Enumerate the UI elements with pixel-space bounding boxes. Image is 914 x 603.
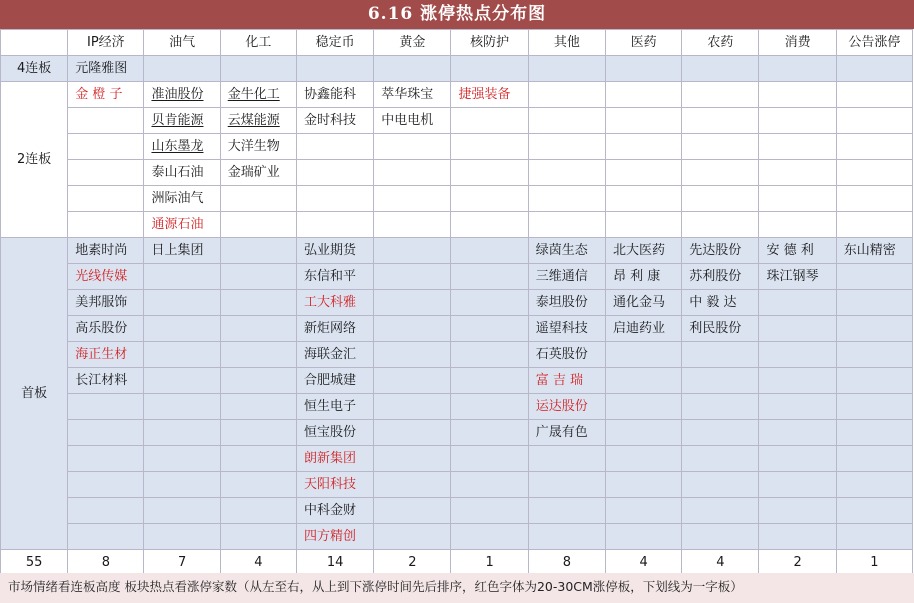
stock-cell [68,524,144,550]
column-count: 1 [836,550,912,576]
stock-cell [605,82,681,108]
stock-cell: 光线传媒 [68,264,144,290]
stock-cell: 合肥城建 [296,368,373,394]
stock-cell: 洲际油气 [144,186,220,212]
stock-cell [836,108,912,134]
stock-cell [836,342,912,368]
column-count: 8 [68,550,144,576]
stock-cell [451,524,528,550]
stock-cell [296,186,373,212]
stock-cell [220,264,296,290]
stock-cell [682,368,759,394]
row-label-first-board: 首板 [1,238,68,550]
table-row [1,290,913,316]
count-row [1,550,913,576]
stock-cell [682,420,759,446]
stock-cell [605,134,681,160]
stock-cell [220,342,296,368]
stock-cell [451,290,528,316]
stock-cell [528,108,605,134]
stock-cell: 东山精密 [836,238,912,264]
stock-cell [296,212,373,238]
stock-cell [759,498,836,524]
stock-cell: 协鑫能科 [296,82,373,108]
stock-cell: 通化金马 [605,290,681,316]
stock-cell: 昂 利 康 [605,264,681,290]
stock-cell [68,212,144,238]
stock-cell: 苏利股份 [682,264,759,290]
column-header: 医药 [605,30,681,56]
column-header: 其他 [528,30,605,56]
stock-cell [759,212,836,238]
stock-cell: 珠江钢琴 [759,264,836,290]
stock-cell: 金瑞矿业 [220,160,296,186]
sheet-title: 6.16 涨停热点分布图 [0,0,914,29]
column-header: 化工 [220,30,296,56]
stock-cell [374,394,451,420]
stock-cell [374,446,451,472]
stock-cell [144,524,220,550]
stock-cell [220,290,296,316]
column-count: 2 [759,550,836,576]
stock-cell: 大洋生物 [220,134,296,160]
stock-cell [144,264,220,290]
stock-cell [836,316,912,342]
stock-cell: 金 橙 子 [68,82,144,108]
stock-cell [451,446,528,472]
stock-cell: 东信和平 [296,264,373,290]
stock-cell [374,186,451,212]
column-count: 4 [220,550,296,576]
column-count: 7 [144,550,220,576]
stock-cell [759,108,836,134]
column-header-row [1,30,913,56]
stock-cell [605,524,681,550]
stock-cell [451,212,528,238]
column-header: IP经济 [68,30,144,56]
stock-cell [682,498,759,524]
stock-cell [451,420,528,446]
stock-cell [605,368,681,394]
stock-cell [528,472,605,498]
stock-cell [296,56,373,82]
stock-cell [528,82,605,108]
stock-cell [605,446,681,472]
stock-cell [759,394,836,420]
stock-cell [220,56,296,82]
stock-cell [451,472,528,498]
stock-cell [528,160,605,186]
stock-cell [220,368,296,394]
stock-cell [682,342,759,368]
stock-cell: 利民股份 [682,316,759,342]
stock-cell [682,212,759,238]
stock-cell [220,238,296,264]
stock-cell: 中电电机 [374,108,451,134]
stock-cell [374,342,451,368]
stock-cell: 准油股份 [144,82,220,108]
stock-cell [836,290,912,316]
stock-cell [682,446,759,472]
stock-cell [759,134,836,160]
stock-cell [144,56,220,82]
stock-cell [374,56,451,82]
stock-cell [68,498,144,524]
table-row [1,472,913,498]
table-row [1,342,913,368]
stock-cell [759,316,836,342]
stock-cell [682,82,759,108]
table-row [1,264,913,290]
column-count: 2 [374,550,451,576]
table-row [1,498,913,524]
column-header: 农药 [682,30,759,56]
stock-cell [451,394,528,420]
column-count: 14 [296,550,373,576]
stock-cell: 海正生材 [68,342,144,368]
stock-cell [220,316,296,342]
stock-cell [68,394,144,420]
stock-cell [605,160,681,186]
stock-cell [759,472,836,498]
column-header: 核防护 [451,30,528,56]
stock-cell [682,394,759,420]
stock-cell: 贝肯能源 [144,108,220,134]
stock-cell: 高乐股份 [68,316,144,342]
table-row [1,446,913,472]
stock-cell: 新炬网络 [296,316,373,342]
stock-cell [220,420,296,446]
stock-cell [605,186,681,212]
stock-cell [836,498,912,524]
table-row [1,82,913,108]
stock-cell [605,394,681,420]
table-row [1,186,913,212]
stock-cell [144,316,220,342]
stock-cell: 日上集团 [144,238,220,264]
stock-cell: 海联金汇 [296,342,373,368]
corner-cell [1,30,68,56]
stock-cell [836,82,912,108]
table-row [1,316,913,342]
stock-cell [528,134,605,160]
stock-cell [605,420,681,446]
table-row [1,56,913,82]
footer-note: 市场情绪看连板高度 板块热点看涨停家数（从左至右，从上到下涨停时间先后排序，红色字体为20-30CM涨停板，下划线为一字板） [0,573,914,603]
stock-cell [759,342,836,368]
column-count: 8 [528,550,605,576]
stock-cell [374,160,451,186]
stock-cell: 金牛化工 [220,82,296,108]
stock-cell: 石英股份 [528,342,605,368]
stock-cell [374,420,451,446]
table-row [1,524,913,550]
table-row [1,238,913,264]
row-label-four-board: 4连板 [1,56,68,82]
total-count: 55 [1,550,68,576]
stock-cell [605,472,681,498]
stock-cell [374,134,451,160]
stock-cell [759,290,836,316]
stock-cell [374,472,451,498]
stock-cell [759,186,836,212]
stock-cell [144,394,220,420]
stock-cell [374,290,451,316]
stock-cell [451,498,528,524]
stock-cell [451,186,528,212]
stock-cell [220,446,296,472]
table-row [1,108,913,134]
stock-cell [374,316,451,342]
stock-cell: 北大医药 [605,238,681,264]
stock-cell [68,134,144,160]
stock-cell [836,212,912,238]
stock-cell [374,368,451,394]
stock-cell [682,472,759,498]
stock-cell [68,186,144,212]
stock-cell: 萃华珠宝 [374,82,451,108]
stock-cell: 富 吉 瑞 [528,368,605,394]
stock-cell [682,186,759,212]
stock-cell [605,108,681,134]
stock-cell: 地素时尚 [68,238,144,264]
table-row [1,134,913,160]
stock-cell [451,108,528,134]
stock-cell [220,212,296,238]
stock-cell [759,446,836,472]
stock-cell [374,238,451,264]
stock-cell [68,472,144,498]
stock-cell: 金时科技 [296,108,373,134]
stock-cell [68,108,144,134]
table-row [1,394,913,420]
row-label-two-board: 2连板 [1,82,68,238]
column-count: 1 [451,550,528,576]
stock-cell: 四方精创 [296,524,373,550]
stock-cell: 运达股份 [528,394,605,420]
stock-cell: 恒生电子 [296,394,373,420]
stock-cell [836,446,912,472]
column-count: 4 [605,550,681,576]
table-row [1,420,913,446]
table-row [1,368,913,394]
stock-cell [144,342,220,368]
stock-cell [682,134,759,160]
stock-cell [759,56,836,82]
stock-cell [759,420,836,446]
stock-cell [528,498,605,524]
stock-cell [451,56,528,82]
stock-cell [836,368,912,394]
stock-cell [605,56,681,82]
stock-cell [220,524,296,550]
stock-cell [451,316,528,342]
column-header: 黄金 [374,30,451,56]
stock-cell [451,342,528,368]
column-header: 公告涨停 [836,30,912,56]
stock-cell: 启迪药业 [605,316,681,342]
stock-cell: 先达股份 [682,238,759,264]
stock-cell [374,498,451,524]
stock-cell [605,498,681,524]
stock-cell [296,160,373,186]
stock-cell [220,472,296,498]
stock-cell: 朗新集团 [296,446,373,472]
stock-cell [836,134,912,160]
stock-cell [374,524,451,550]
column-count: 4 [682,550,759,576]
stock-cell: 中科金财 [296,498,373,524]
stock-cell [528,524,605,550]
stock-cell [451,264,528,290]
stock-cell [682,108,759,134]
stock-cell: 广晟有色 [528,420,605,446]
stock-cell [528,186,605,212]
stock-cell: 弘业期货 [296,238,373,264]
stock-cell [836,420,912,446]
stock-cell [528,446,605,472]
stock-cell [605,212,681,238]
stock-cell [682,160,759,186]
stock-cell [144,446,220,472]
stock-cell [144,498,220,524]
stock-cell [144,290,220,316]
stock-cell [759,82,836,108]
stock-cell [682,56,759,82]
stock-cell: 山东墨龙 [144,134,220,160]
stock-cell: 元隆雅图 [68,56,144,82]
stock-cell [296,134,373,160]
stock-cell [220,186,296,212]
stock-cell [682,524,759,550]
stock-cell [220,394,296,420]
stock-cell [836,160,912,186]
stock-cell: 捷强装备 [451,82,528,108]
stock-cell [836,394,912,420]
stock-cell: 恒宝股份 [296,420,373,446]
stock-cell [144,420,220,446]
stock-cell [836,186,912,212]
stock-cell [605,342,681,368]
stock-cell [451,134,528,160]
column-header: 油气 [144,30,220,56]
table-row [1,160,913,186]
stock-cell [144,368,220,394]
stock-cell: 中 毅 达 [682,290,759,316]
stock-cell [451,238,528,264]
column-header: 稳定币 [296,30,373,56]
stock-cell [836,472,912,498]
column-header: 消费 [759,30,836,56]
stock-cell: 天阳科技 [296,472,373,498]
table-row [1,212,913,238]
stock-cell: 通源石油 [144,212,220,238]
stock-cell [374,264,451,290]
hotspot-table [0,29,913,576]
stock-cell [759,524,836,550]
stock-cell: 工大科雅 [296,290,373,316]
stock-cell: 泰山石油 [144,160,220,186]
stock-cell: 安 德 利 [759,238,836,264]
stock-cell: 泰坦股份 [528,290,605,316]
stock-cell: 云煤能源 [220,108,296,134]
stock-cell [759,368,836,394]
stock-cell: 绿茵生态 [528,238,605,264]
stock-cell [451,368,528,394]
table-body [1,30,913,576]
stock-cell [220,498,296,524]
stock-cell [68,446,144,472]
stock-cell [374,212,451,238]
stock-cell [68,420,144,446]
stock-cell [836,56,912,82]
stock-cell [528,56,605,82]
stock-cell: 长江材料 [68,368,144,394]
stock-cell [451,160,528,186]
stock-cell [759,160,836,186]
stock-cell [836,524,912,550]
stock-cell [144,472,220,498]
stock-cell: 三维通信 [528,264,605,290]
stock-cell [68,160,144,186]
stock-cell [528,212,605,238]
stock-cell [836,264,912,290]
stock-cell: 遥望科技 [528,316,605,342]
stock-cell: 美邦服饰 [68,290,144,316]
